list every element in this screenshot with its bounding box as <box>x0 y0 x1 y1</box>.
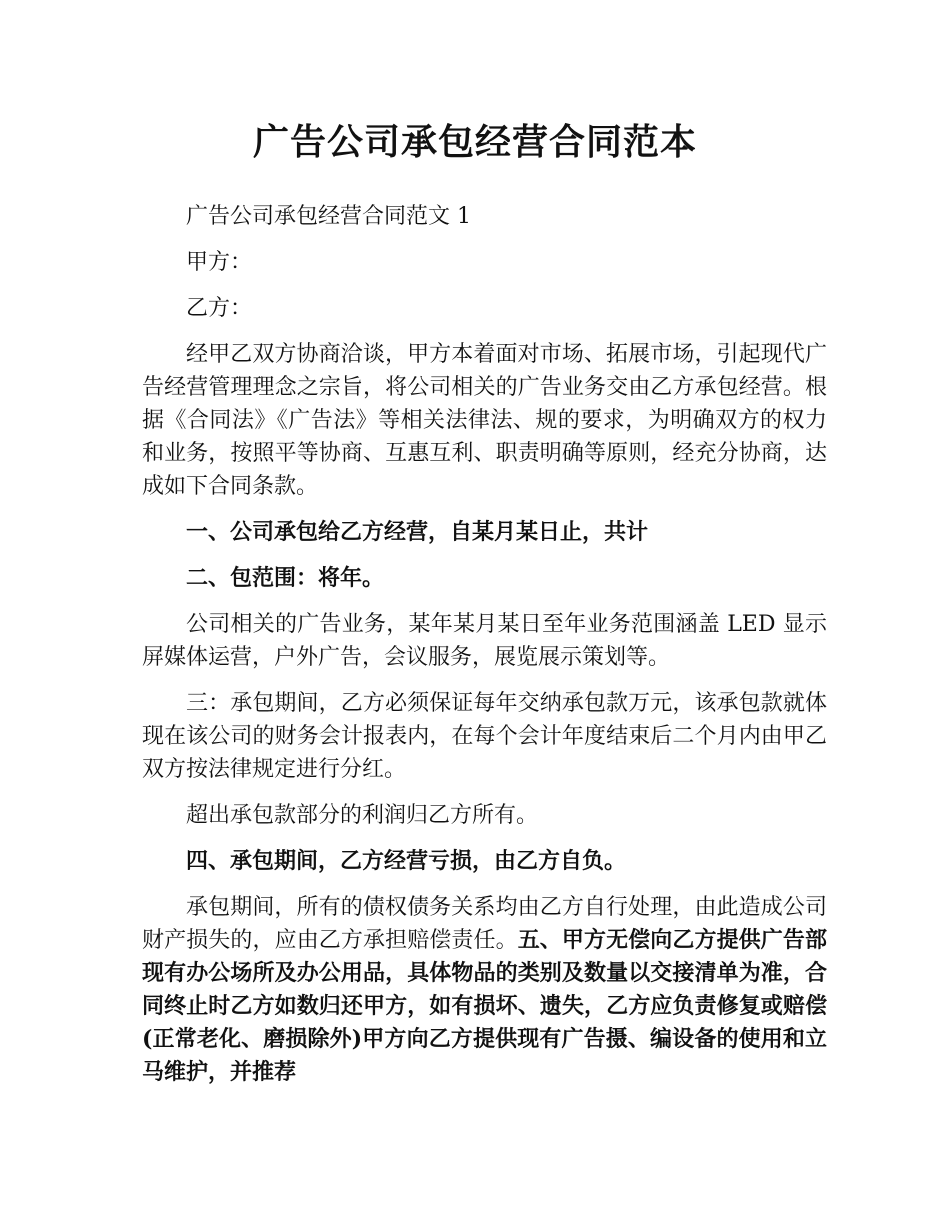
paragraph-preamble: 经甲乙双方协商洽谈，甲方本着面对市场、拓展市场，引起现代广告经营管理理念之宗旨，将公司相关的广告业务交由乙方承包经营。根据《合同法》《广告法》等相关法律法、规的要求，为明确双方的权力和业务，按照平等协商、互惠互利、职责明确等原则，经充分协商，达成如下合同条款。 <box>142 342 827 499</box>
paragraph-debts-and-clause-5 <box>142 891 827 1089</box>
debts-text: 承包期间，所有的债权债务关系均由乙方自行处理，由此造成公司财产损失的，应由乙方承担赔偿责任。 <box>142 895 827 953</box>
clause-5-text: 五、甲方无偿向乙方提供广告部现有办公场所及办公用品，具体物品的类别及数量以交接清单为准，合同终止时乙方如数归还甲方，如有损坏、遗失，乙方应负责修复或赔偿(正常老化、磨损除外)甲方向乙方提供现有广告摄、编设备的使用和立马维护，并推荐 <box>142 927 827 1085</box>
document-title: 广告公司承包经营合同范本 <box>252 121 697 163</box>
paragraph-contract-heading: 广告公司承包经营合同范文 1 <box>186 204 471 229</box>
clause-4-heading: 四、承包期间，乙方经营亏损，由乙方自负。 <box>186 848 627 874</box>
clause-1-heading: 一、公司承包给乙方经营，自某月某日止，共计 <box>186 519 649 545</box>
clause-3-text: 三：承包期间，乙方必须保证每年交纳承包款万元，该承包款就体现在该公司的财务会计报表内，在每个会计年度结束后二个月内由甲乙双方按法律规定进行分红。 <box>142 691 827 782</box>
paragraph-excess-profit: 超出承包款部分的利润归乙方所有。 <box>186 803 539 828</box>
paragraph-party-a: 甲方： <box>186 250 253 275</box>
paragraph-business-scope: 公司相关的广告业务，某年某月某日至年业务范围涵盖 LED 显示屏媒体运营，户外广告，会议服务，展览展示策划等。 <box>142 612 827 670</box>
clause-2-heading: 二、包范围：将年。 <box>186 565 385 591</box>
paragraph-party-b: 乙方： <box>186 296 253 321</box>
document-body <box>142 200 827 1102</box>
